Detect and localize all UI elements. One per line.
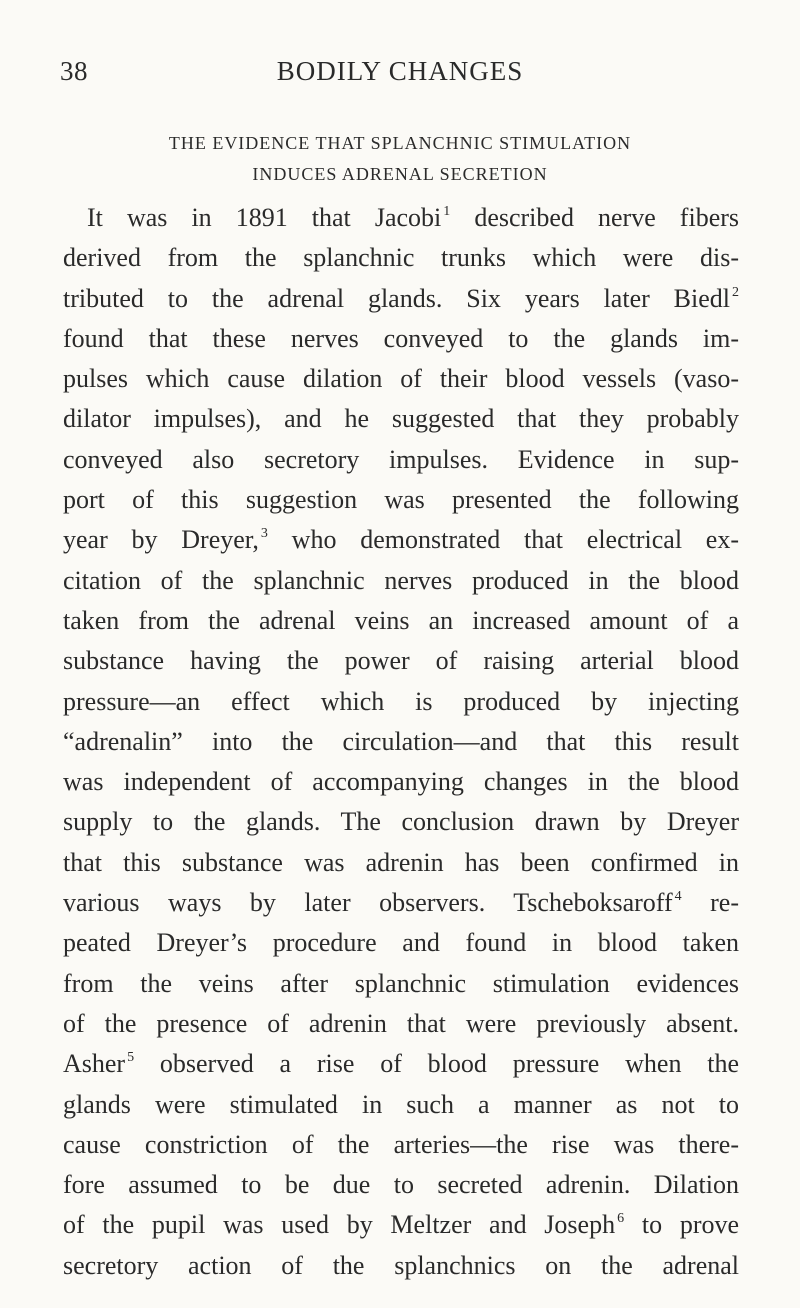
running-head: BODILY CHANGES bbox=[276, 56, 524, 86]
page-number: 38 bbox=[60, 56, 88, 86]
text-line: from the veins after splanchnic stimulation evidences bbox=[63, 968, 739, 998]
text-line: year by Dreyer, $^3$ who demonstrated that electrical ex- bbox=[63, 525, 739, 555]
text-line: pressure—an effect which is produced by injecting bbox=[63, 686, 739, 716]
footnote-ref: 6 bbox=[617, 1211, 625, 1227]
text-line: secretory action of the splanchnics on the adrenal bbox=[63, 1250, 739, 1280]
text-line: port of this suggestion was presented the following bbox=[63, 485, 739, 515]
footnote-ref: 3 bbox=[260, 526, 268, 542]
footnote-ref: 2 bbox=[732, 284, 739, 300]
text-line: found that these nerves conveyed to the glands im- bbox=[63, 323, 739, 353]
text-line: dilator impulses), and he suggested that they probably bbox=[63, 404, 739, 434]
section-title-line-2: INDUCES ADRENAL SECRETION bbox=[252, 164, 548, 184]
text-line: Asher $^5$ observed a rise of blood pressure when the bbox=[63, 1049, 739, 1079]
text-line: conveyed also secretory impulses. Evidence in sup- bbox=[63, 444, 739, 474]
text-line: of the pupil was used by Meltzer and Joseph $^6$ to prove bbox=[63, 1210, 740, 1240]
text-line: of the presence of adrenin that were previously absent. bbox=[63, 1008, 739, 1038]
text-line: supply to the glands. The conclusion drawn by Dreyer bbox=[63, 807, 739, 837]
text-line: various ways by later observers. Tscheboksaroff $^4$ re- bbox=[63, 888, 739, 918]
section-title-line-1: THE EVIDENCE THAT SPLANCHNIC STIMULATION bbox=[168, 133, 632, 153]
page-header bbox=[60, 56, 740, 96]
text-line: “adrenalin” into the circulation—and that this result bbox=[63, 726, 739, 756]
body-paragraph bbox=[63, 198, 739, 1286]
text-line: fore assumed to be due to secreted adrenin. Dilation bbox=[63, 1170, 739, 1200]
text-line: tributed to the adrenal glands. Six years later Biedl $^2$ bbox=[63, 283, 739, 313]
text-line: peated Dreyer’s procedure and found in blood taken bbox=[63, 928, 739, 958]
text-line: that this substance was adrenin has been confirmed in bbox=[63, 847, 739, 877]
text-line: pulses which cause dilation of their blood vessels (vaso- bbox=[63, 364, 739, 394]
text-line: substance having the power of raising arterial blood bbox=[63, 646, 739, 676]
text-line: citation of the splanchnic nerves produced in the blood bbox=[63, 565, 739, 595]
footnote-ref: 1 bbox=[443, 204, 451, 219]
footnote-ref: 4 bbox=[674, 889, 682, 905]
text-line: taken from the adrenal veins an increased amount of a bbox=[63, 605, 739, 635]
section-title bbox=[60, 128, 740, 190]
text-line: derived from the splanchnic trunks which were dis- bbox=[63, 243, 739, 273]
footnote-ref: 5 bbox=[127, 1050, 135, 1066]
text-line: was independent of accompanying changes in the blood bbox=[63, 767, 739, 797]
text-line: cause constriction of the arteries—the rise was there- bbox=[63, 1129, 739, 1159]
text-line: It was in 1891 that Jacobi $^1$ described nerve fibers bbox=[87, 203, 740, 232]
text-line: glands were stimulated in such a manner as not to bbox=[63, 1089, 739, 1119]
